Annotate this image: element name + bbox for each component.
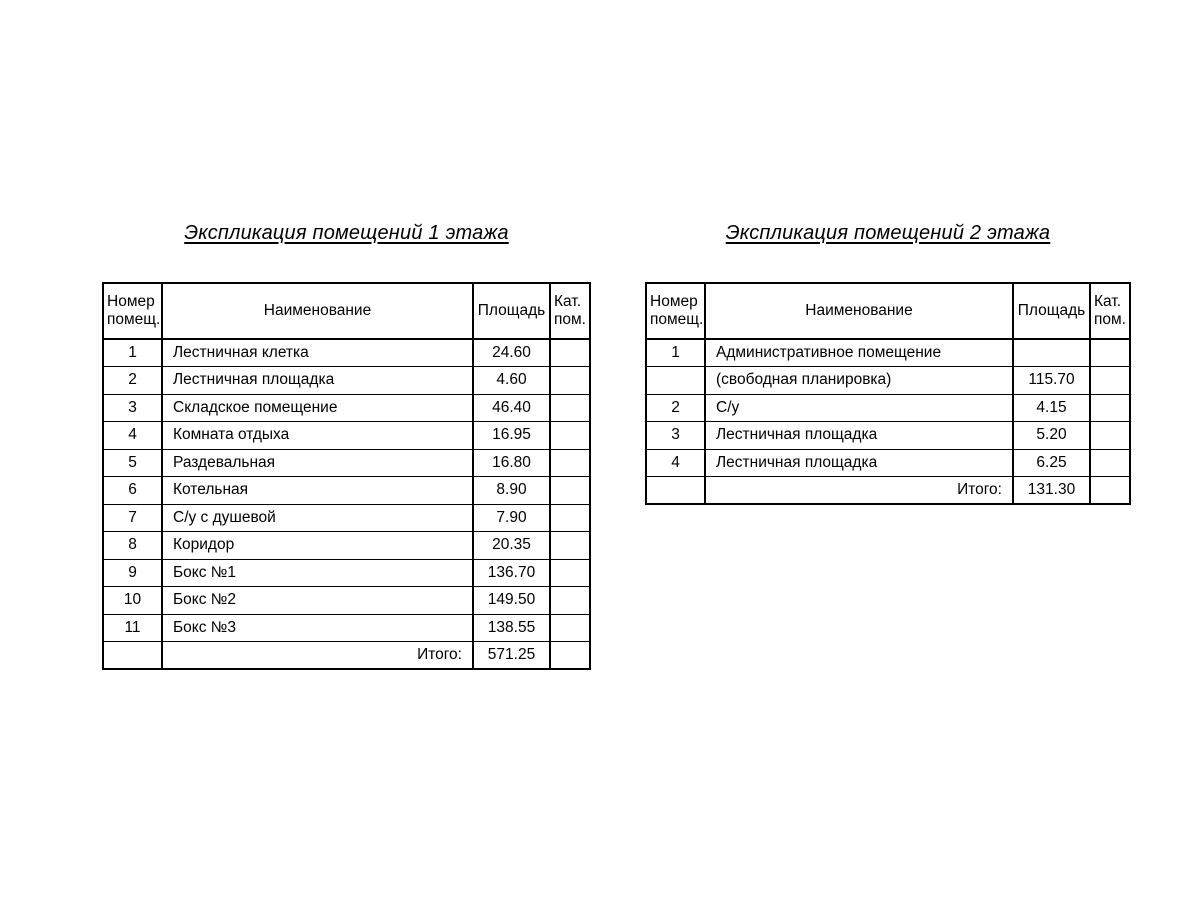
total-empty-number-cell [646, 477, 705, 505]
col-header-room-number: Номер помещ. [646, 283, 705, 339]
cell-area [1013, 339, 1090, 367]
cell-room-name: Раздевальная [162, 449, 473, 477]
cell-room-name: Лестничная площадка [705, 449, 1013, 477]
cell-category [550, 614, 590, 642]
cell-category [1090, 394, 1130, 422]
cell-room-number: 1 [646, 339, 705, 367]
col-header-room-number: Номер помещ. [103, 283, 162, 339]
explication-floor1-title: Экспликация помещений 1 этажа [184, 222, 509, 244]
cell-room-name: Лестничная площадка [705, 422, 1013, 450]
explication-floor1-table [102, 282, 591, 670]
cell-room-number: 1 [103, 339, 162, 367]
cell-area: 4.60 [473, 367, 550, 395]
cell-room-number: 8 [103, 532, 162, 560]
cell-category [1090, 449, 1130, 477]
cell-category [550, 587, 590, 615]
cell-room-number: 5 [103, 449, 162, 477]
header-row [103, 283, 590, 339]
cell-area: 136.70 [473, 559, 550, 587]
cell-category [1090, 422, 1130, 450]
total-empty-category-cell [550, 642, 590, 670]
table-row [103, 422, 590, 450]
explication-floor2-title: Экспликация помещений 2 этажа [725, 222, 1051, 244]
col-header-area: Площадь [473, 283, 550, 339]
explication-floor1-section [102, 222, 591, 670]
table-row [646, 339, 1130, 367]
cell-room-number: 10 [103, 587, 162, 615]
cell-room-number: 3 [103, 394, 162, 422]
table-row [103, 449, 590, 477]
total-label: Итого: [705, 477, 1013, 505]
table-row [103, 559, 590, 587]
table-row [103, 532, 590, 560]
col-header-category: Кат. пом. [550, 283, 590, 339]
cell-category [550, 532, 590, 560]
cell-room-name: Коридор [162, 532, 473, 560]
table-row [103, 614, 590, 642]
cell-room-name: Бокс №3 [162, 614, 473, 642]
table-body [103, 339, 590, 642]
cell-room-number [646, 367, 705, 395]
cell-category [550, 394, 590, 422]
cell-area: 20.35 [473, 532, 550, 560]
total-value: 571.25 [473, 642, 550, 670]
cell-category [550, 422, 590, 450]
table-row [646, 367, 1130, 395]
table-row [103, 587, 590, 615]
explication-floor2-section [645, 222, 1131, 505]
explication-floor2-table [645, 282, 1131, 505]
cell-room-name: Лестничная площадка [162, 367, 473, 395]
col-header-category: Кат. пом. [1090, 283, 1130, 339]
cell-area: 16.80 [473, 449, 550, 477]
cell-room-number: 4 [103, 422, 162, 450]
cell-area: 6.25 [1013, 449, 1090, 477]
total-value: 131.30 [1013, 477, 1090, 505]
cell-area: 4.15 [1013, 394, 1090, 422]
cell-room-name: С/у с душевой [162, 504, 473, 532]
cell-category [1090, 339, 1130, 367]
cell-category [550, 339, 590, 367]
table-row [646, 449, 1130, 477]
total-empty-category-cell [1090, 477, 1130, 505]
cell-category [550, 559, 590, 587]
col-header-room-name: Наименование [705, 283, 1013, 339]
cell-room-number: 6 [103, 477, 162, 505]
col-header-area: Площадь [1013, 283, 1090, 339]
table-row [646, 422, 1130, 450]
cell-area: 115.70 [1013, 367, 1090, 395]
cell-category [550, 477, 590, 505]
total-empty-number-cell [103, 642, 162, 670]
table-row [646, 394, 1130, 422]
cell-area: 8.90 [473, 477, 550, 505]
cell-room-name: Котельная [162, 477, 473, 505]
cell-room-name: Административное помещение [705, 339, 1013, 367]
col-header-room-name: Наименование [162, 283, 473, 339]
table-row [103, 394, 590, 422]
cell-room-number: 3 [646, 422, 705, 450]
cell-room-number: 11 [103, 614, 162, 642]
total-label: Итого: [162, 642, 473, 670]
cell-area: 138.55 [473, 614, 550, 642]
cell-category [550, 504, 590, 532]
cell-room-number: 7 [103, 504, 162, 532]
table-row [103, 504, 590, 532]
cell-room-name: С/у [705, 394, 1013, 422]
cell-room-name: Бокс №2 [162, 587, 473, 615]
cell-area: 16.95 [473, 422, 550, 450]
cell-category [1090, 367, 1130, 395]
cell-room-name: Складское помещение [162, 394, 473, 422]
table-body [646, 339, 1130, 477]
cell-room-name: Комната отдыха [162, 422, 473, 450]
cell-category [550, 449, 590, 477]
table-row [103, 477, 590, 505]
cell-room-number: 2 [103, 367, 162, 395]
cell-room-name: (свободная планировка) [705, 367, 1013, 395]
cell-area: 149.50 [473, 587, 550, 615]
cell-area: 7.90 [473, 504, 550, 532]
total-row [103, 642, 590, 670]
total-row [646, 477, 1130, 505]
cell-room-number: 4 [646, 449, 705, 477]
cell-room-number: 9 [103, 559, 162, 587]
cell-area: 5.20 [1013, 422, 1090, 450]
cell-room-number: 2 [646, 394, 705, 422]
cell-room-name: Лестничная клетка [162, 339, 473, 367]
cell-area: 46.40 [473, 394, 550, 422]
cell-area: 24.60 [473, 339, 550, 367]
table-row [103, 339, 590, 367]
table-row [103, 367, 590, 395]
header-row [646, 283, 1130, 339]
cell-room-name: Бокс №1 [162, 559, 473, 587]
cell-category [550, 367, 590, 395]
